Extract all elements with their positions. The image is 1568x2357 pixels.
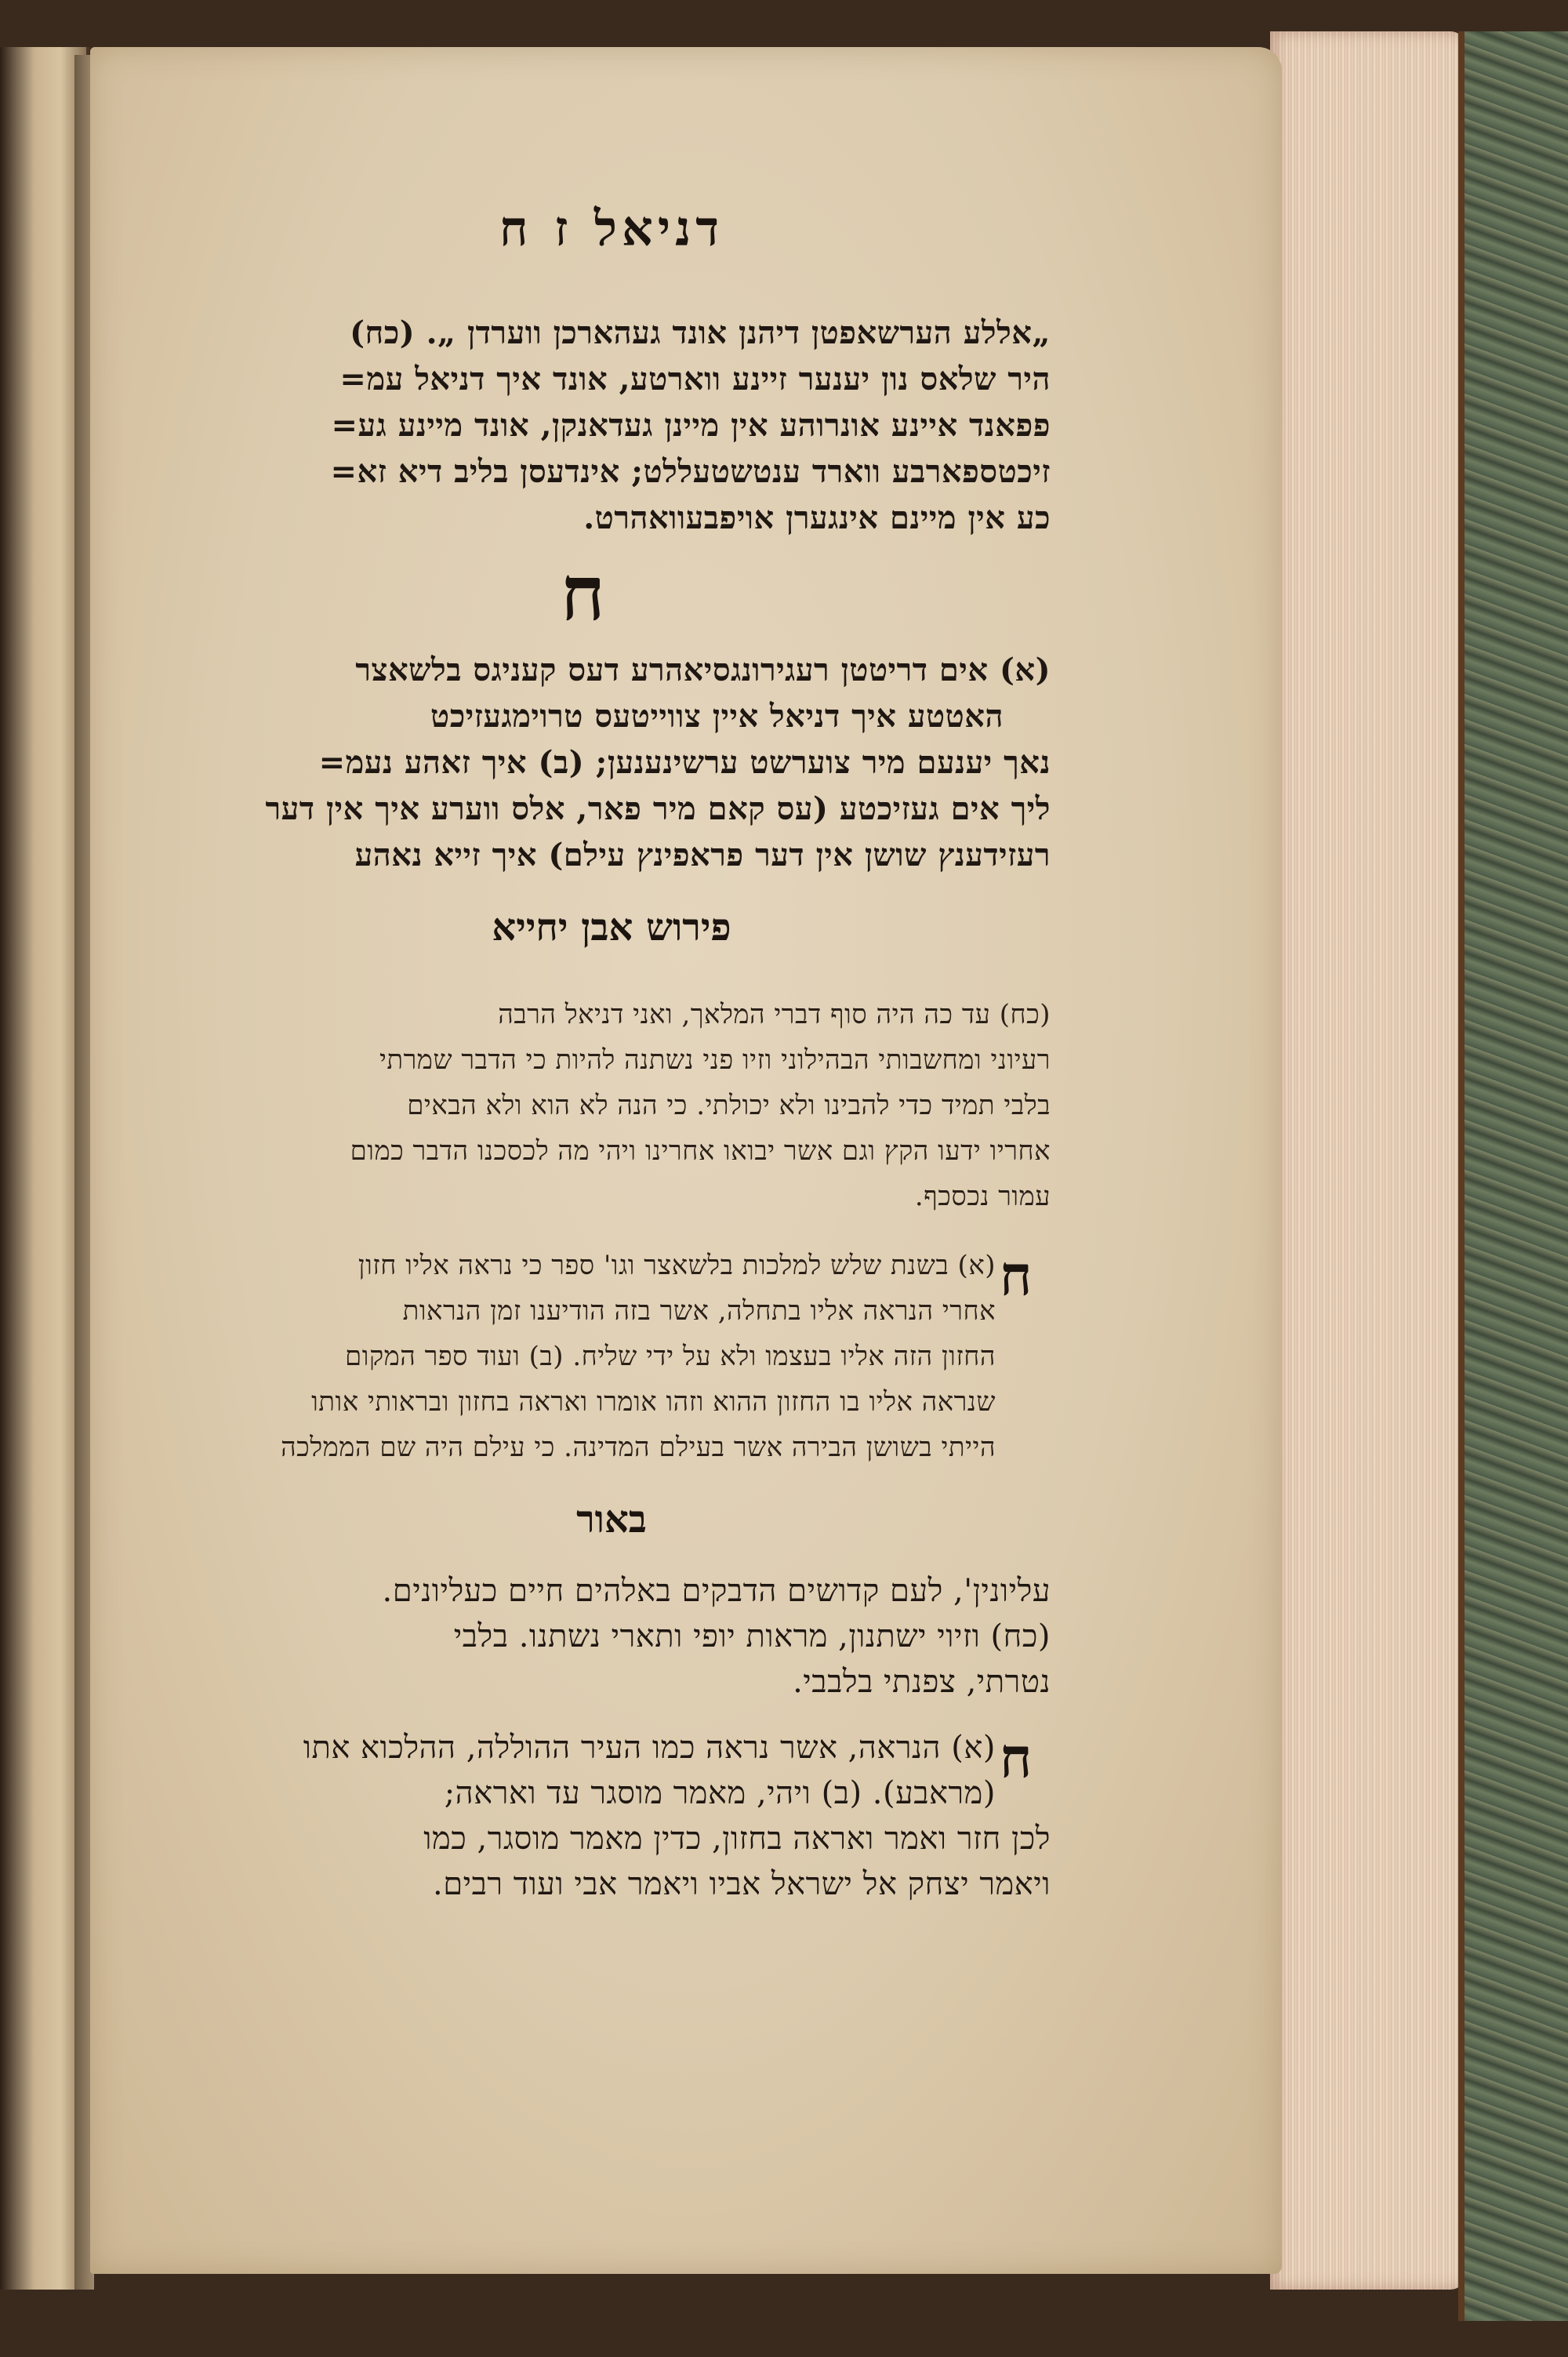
text-line: אחריו ידעו הקץ וגם אשר יבואו אחרינו ויהי מה לכסכנו הדבר כמום — [350, 1135, 1051, 1167]
biur-chapter8 — [172, 1725, 996, 1816]
commentary-chapter7 — [172, 992, 1051, 1219]
text-line: עמור נכסכף. — [914, 1181, 1051, 1212]
page-edges — [1270, 31, 1466, 2290]
text-line: (א) בשנת שלש למלכות בלשאצר וגו' ספר כי נראה אליו חזון — [358, 1250, 996, 1281]
text-line: נטרתי, צפנתי בלבבי. — [793, 1664, 1051, 1700]
biur-chapter8-cont — [172, 1816, 1051, 1907]
text-line: רעזידענץ שושן אין דער פראפינץ עילם) איך זייא נאהע — [354, 837, 1051, 873]
text-line: נאך יענעם מיר צוערשט ערשינענען; (ב) איך זאהע נעמ= — [318, 744, 1051, 781]
chapter-letter: ח — [561, 549, 605, 637]
running-title: דניאל ז ח — [499, 200, 724, 257]
text-line: זיכטספארבע ווארד ענטשטעללט; אינדעסן בליב דיא זא= — [330, 453, 1051, 490]
text-line: (כח) וזיוי ישתנון, מראות יופי ותארי נשתנו. בלבי — [453, 1618, 1051, 1654]
text-line: (כח) עד כה היה סוף דברי המלאך, ואני דניאל הרבה — [498, 999, 1051, 1030]
text-line: לכן חזר ואמר ואראה בחזון, כדין מאמר מוסגר, כמו — [423, 1821, 1051, 1857]
biur-title: באור — [576, 1498, 647, 1542]
text-line: כע אין מיינם אינגערן אויפבעוואהרט. — [583, 499, 1051, 536]
biur-chapter7 — [172, 1568, 1051, 1705]
yiddish-chapter8 — [172, 647, 1051, 878]
text-line: האטטע איך דניאל איין צווייטעס טרוימגעזיכט — [430, 698, 1004, 735]
text-line: עליונין', לעם קדושים הדבקים באלהים חיים כעליונים. — [382, 1573, 1051, 1609]
text-line: אחרי הנראה אליו בתחלה, אשר בזה הודיענו זמן הנראות — [402, 1295, 996, 1327]
text-line: היר שלאס נון יענער זיינע ווארטע, אונד איך דניאל עמ= — [339, 361, 1051, 398]
text-line: „אללע הערשאפטן דיהנן אונד געהארכן ווערדן „. (כח) — [350, 314, 1051, 351]
text-line: (א) הנראה, אשר נראה כמו העיר ההוללה, ההלכוא אתו — [303, 1730, 996, 1766]
marbled-cover — [1458, 31, 1568, 2321]
commentary-title: פירוש אבן יחייא — [492, 906, 731, 950]
text-line: הייתי בשושן הבירה אשר בעילם המדינה. כי עילם היה שם הממלכה — [281, 1432, 996, 1463]
text-line: פפאנד איינע אונרוהע אין מיינן געדאנקן, אונד מיינע גע= — [331, 407, 1051, 444]
text-line: בלבי תמיד כדי להבינו ולא יכולתי. כי הנה לא הוא ולא הבאים — [407, 1090, 1051, 1121]
text-line: ליך אים געזיכטע (עס קאם מיר פאר, אלס ווערע איך אין דער — [265, 790, 1051, 827]
text-line: רעיוני ומחשבותי הבהילוני וזיו פני נשתנה להיות כי הדבר שמרתי — [379, 1044, 1051, 1076]
commentary-chapter-letter: ח — [1000, 1243, 1033, 1308]
text-line: (א) אים דריטטן רעגירונגסיאהרע דעס קעניגס בלשאצר — [355, 652, 1051, 688]
text-line: שנראה אליו בו החזון ההוא וזהו אומרו ואראה בחזון ובראותי אותו — [311, 1386, 996, 1418]
text-line: (מראבע). (ב) ויהי, מאמר מוסגר עד ואראה; — [444, 1775, 996, 1811]
text-line: החזון הזה אליו בעצמו ולא על ידי שליח. (ב) ועוד ספר המקום — [345, 1341, 996, 1372]
biur-chapter-letter: ח — [1000, 1725, 1033, 1790]
text-line: ויאמר יצחק אל ישראל אביו ויאמר אבי ועוד רבים. — [432, 1866, 1051, 1902]
yiddish-chapter7 — [172, 310, 1051, 541]
commentary-chapter8 — [172, 1243, 996, 1470]
